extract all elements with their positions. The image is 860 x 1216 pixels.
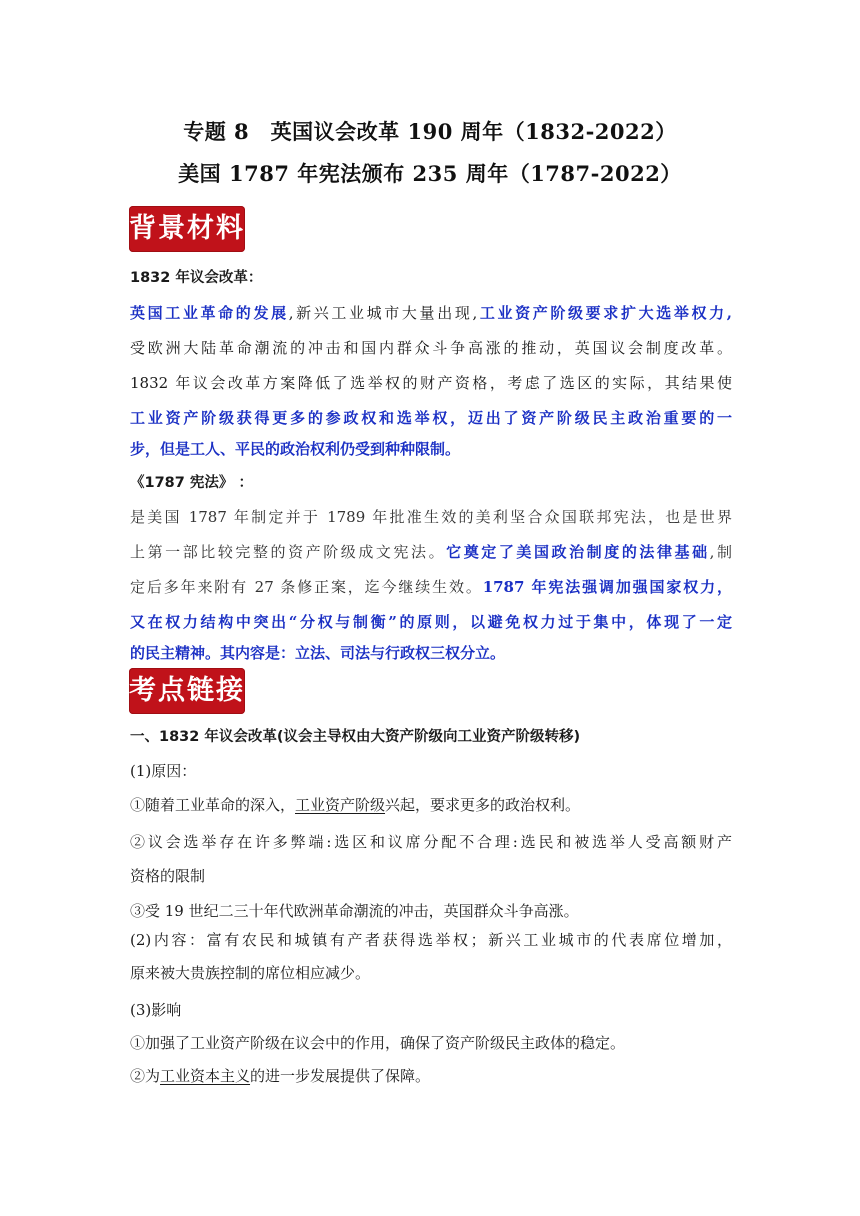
kp-impact-2-c: 的进一步发展提供了保障。	[250, 1067, 431, 1085]
kp-impact-2-a: ②为	[130, 1067, 161, 1085]
title-line-1: 专题 8 英国议会改革 190 周年（1832-2022）	[183, 119, 677, 144]
kp-cause-1	[130, 795, 732, 815]
bg2-emphasis-2: 1787 年宪法强调加强国家权力，	[482, 578, 732, 596]
bg1-line-3: 1832 年议会改革方案降低了选举权的财产资格，考虑了选区的实际，其结果使	[130, 374, 732, 392]
bg2-heading: 《1787 宪法》 ：	[130, 475, 253, 491]
bg2-text-3a: 定后多年来附有 27 条修正案，迄今继续生效。	[130, 578, 483, 596]
bg2-line-4: 又在权力结构中突出“分权与制衡”的原则，以避免权力过于集中，体现了一定	[130, 613, 732, 631]
bg1-emphasis-1: 英国工业革命的发展	[130, 304, 289, 322]
bg2-text-2c: ,制	[709, 543, 732, 561]
kp-impact-1: ①加强了工业资产阶级在议会中的作用，确保了资产阶级民主政体的稳定。	[130, 1034, 626, 1052]
kp-cause-1-underlined: 工业资产阶级	[295, 796, 386, 814]
bg1-line-2: 受欧洲大陆革命潮流的冲击和国内群众斗争高涨的推动，英国议会制度改革。	[130, 339, 732, 357]
kp-impact-2	[130, 1066, 732, 1086]
kp-heading: 一、1832 年议会改革(议会主导权由大资产阶级向工业资产阶级转移)	[130, 729, 581, 745]
kp-cause-2-line-2: 资格的限制	[130, 867, 206, 885]
kp-content-line-1: (2)内容：富有农民和城镇有产者获得选举权；新兴工业城市的代表席位增加，	[130, 931, 732, 949]
kp-cause-1-c: 兴起，要求更多的政治权利。	[385, 796, 581, 814]
kp-content-line-2: 原来被大贵族控制的席位相应减少。	[130, 964, 371, 982]
badge-key-points: 考点链接	[129, 668, 245, 714]
kp-cause-1-a: ①随着工业革命的深入，	[130, 796, 296, 814]
bg1-line-4: 工业资产阶级获得更多的参政权和选举权，迈出了资产阶级民主政治重要的一	[130, 409, 732, 427]
kp-impact-label: (3)影响	[130, 1001, 182, 1019]
bg1-text-1: ,新兴工业城市大量出现,	[288, 304, 478, 322]
badge-background-material: 背景材料	[129, 206, 245, 252]
bg1-emphasis-2: 工业资产阶级要求扩大选举权力	[477, 304, 727, 322]
bg2-line-5: 的民主精神。其内容是：立法、司法与行政权三权分立。	[130, 644, 506, 662]
kp-cause-3: ③受 19 世纪二三十年代欧洲革命潮流的冲击，英国群众斗争高涨。	[130, 902, 579, 920]
bg1-line-5: 步，但是工人、平民的政治权利仍受到种种限制。	[130, 440, 461, 458]
kp-cause-2-line-1: ②议会选举存在许多弊端:选区和议席分配不合理:选民和被选举人受高额财产	[130, 833, 732, 851]
kp-impact-2-underlined: 工业资本主义	[160, 1067, 251, 1085]
bg2-line-2	[130, 542, 732, 562]
kp-causes-label: (1)原因：	[130, 762, 197, 780]
bg1-heading: 1832 年议会改革：	[130, 270, 263, 286]
bg2-line-3	[130, 577, 732, 597]
title-line-2: 美国 1787 年宪法颁布 235 周年（1787-2022）	[178, 161, 682, 186]
bg2-emphasis-1: 它奠定了美国政治制度的法律基础	[446, 543, 710, 561]
bg2-text-2a: 上第一部比较完整的资产阶级成文宪法。	[130, 543, 447, 561]
bg1-line-1	[130, 303, 732, 323]
bg2-line-1: 是美国 1787 年制定并于 1789 年批准生效的美利坚合众国联邦宪法，也是世界	[130, 508, 732, 526]
bg1-comma: ,	[726, 304, 732, 322]
